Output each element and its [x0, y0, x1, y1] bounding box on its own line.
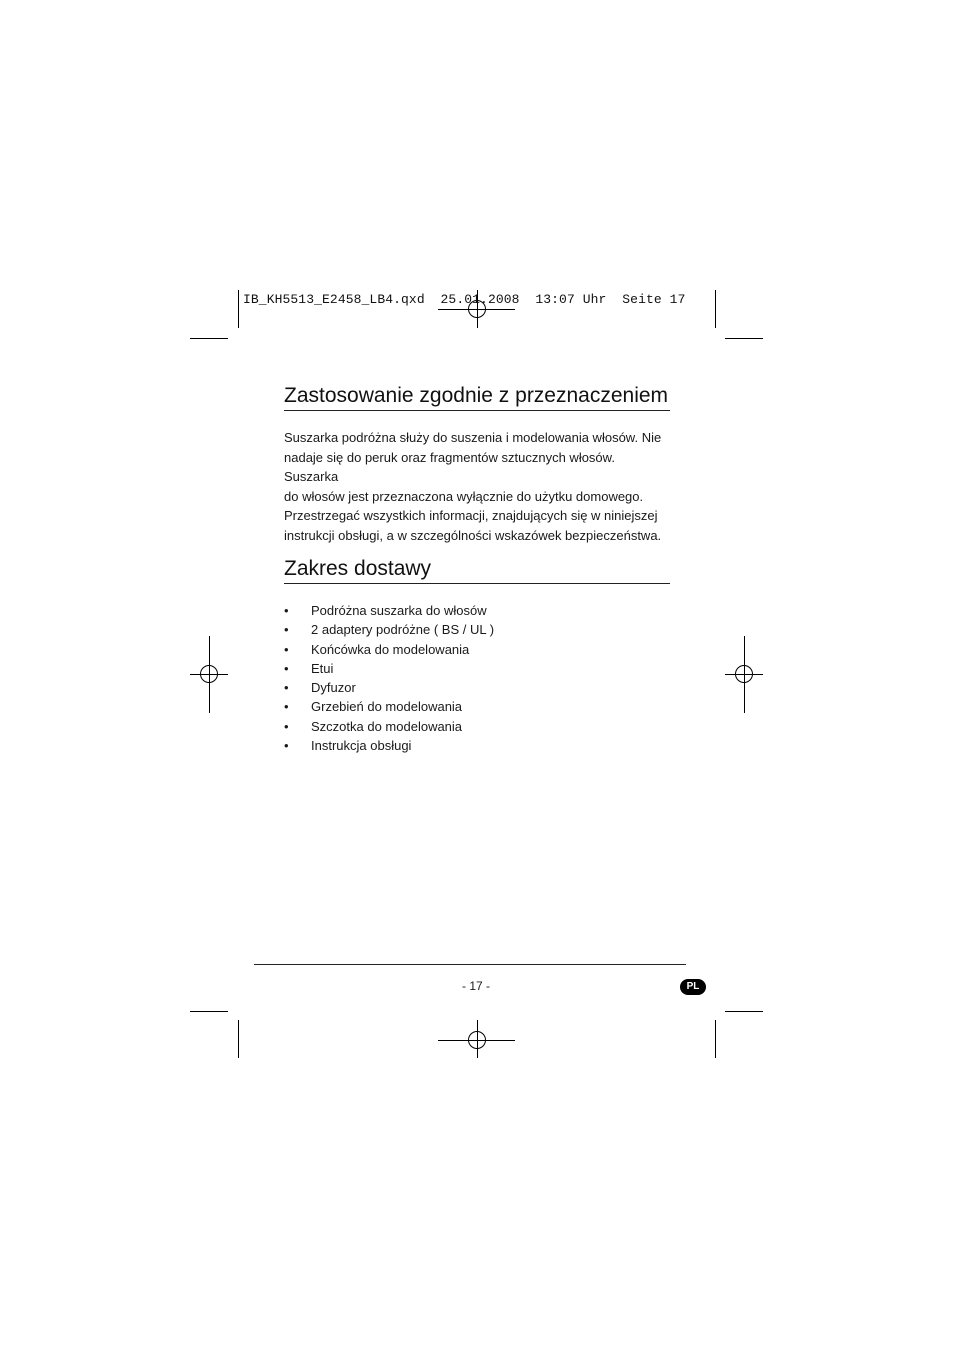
- footer-divider: [254, 964, 686, 965]
- crop-mark: [190, 1011, 228, 1012]
- paragraph-line: instrukcji obsługi, a w szczególności wskazówek bezpieczeństwa.: [284, 527, 662, 543]
- print-slug-line: IB_KH5513_E2458_LB4.qxd 25.01.2008 13:07 Uhr Seite 17: [243, 292, 686, 307]
- list-item-label: Podróżna suszarka do włosów: [311, 603, 487, 618]
- list-item-label: Instrukcja obsługi: [311, 738, 412, 754]
- intended-use-paragraph: [284, 428, 670, 545]
- paragraph-line: nadaje się do peruk oraz fragmentów sztucznych włosów. Suszarka: [284, 449, 615, 484]
- list-item: [284, 736, 670, 755]
- bullet: •: [284, 622, 289, 638]
- list-item-label: Etui: [311, 660, 334, 676]
- bullet: •: [284, 699, 289, 715]
- list-item: [284, 717, 670, 736]
- list-item-label: Szczotka do modelowania: [311, 718, 463, 734]
- list-item: [284, 678, 670, 697]
- registration-circle: [735, 665, 753, 683]
- paragraph-line: Suszarka podróżna służy do suszenia i modelowania włosów. Nie: [284, 430, 662, 445]
- crop-mark: [238, 1020, 239, 1058]
- paragraph-line: do włosów jest przeznaczona wyłącznie do użytku domowego.: [284, 488, 644, 504]
- section-title-intended-use: Zastosowanie zgodnie z przeznaczeniem: [284, 384, 670, 411]
- list-item-label: Grzebień do modelowania: [311, 699, 463, 715]
- paragraph-line: Przestrzegać wszystkich informacji, znajdujących się w niniejszej: [284, 508, 658, 523]
- language-badge: PL: [680, 979, 706, 995]
- bullet: •: [284, 680, 289, 696]
- list-item: [284, 640, 670, 659]
- list-item-label: Dyfuzor: [311, 680, 356, 696]
- bullet: •: [284, 718, 289, 734]
- bullet: •: [284, 641, 289, 657]
- list-item: [284, 601, 670, 620]
- registration-circle: [200, 665, 218, 683]
- section-title-delivery-scope: Zakres dostawy: [284, 557, 670, 584]
- delivery-scope-list: [284, 601, 670, 755]
- page-number: - 17 -: [461, 979, 490, 993]
- registration-circle: [468, 1031, 486, 1049]
- list-item: [284, 659, 670, 678]
- crop-mark: [725, 338, 763, 339]
- crop-mark: [190, 338, 228, 339]
- crop-mark: [238, 290, 239, 328]
- bullet: •: [284, 660, 289, 676]
- bullet: •: [284, 738, 289, 754]
- list-item-label: Końcówka do modelowania: [311, 641, 470, 657]
- bullet: •: [284, 603, 289, 618]
- list-item: [284, 697, 670, 716]
- list-item-label: 2 adaptery podróżne ( BS / UL ): [311, 622, 495, 638]
- list-item: [284, 620, 670, 639]
- crop-mark: [715, 290, 716, 328]
- crop-mark: [715, 1020, 716, 1058]
- crop-mark: [725, 1011, 763, 1012]
